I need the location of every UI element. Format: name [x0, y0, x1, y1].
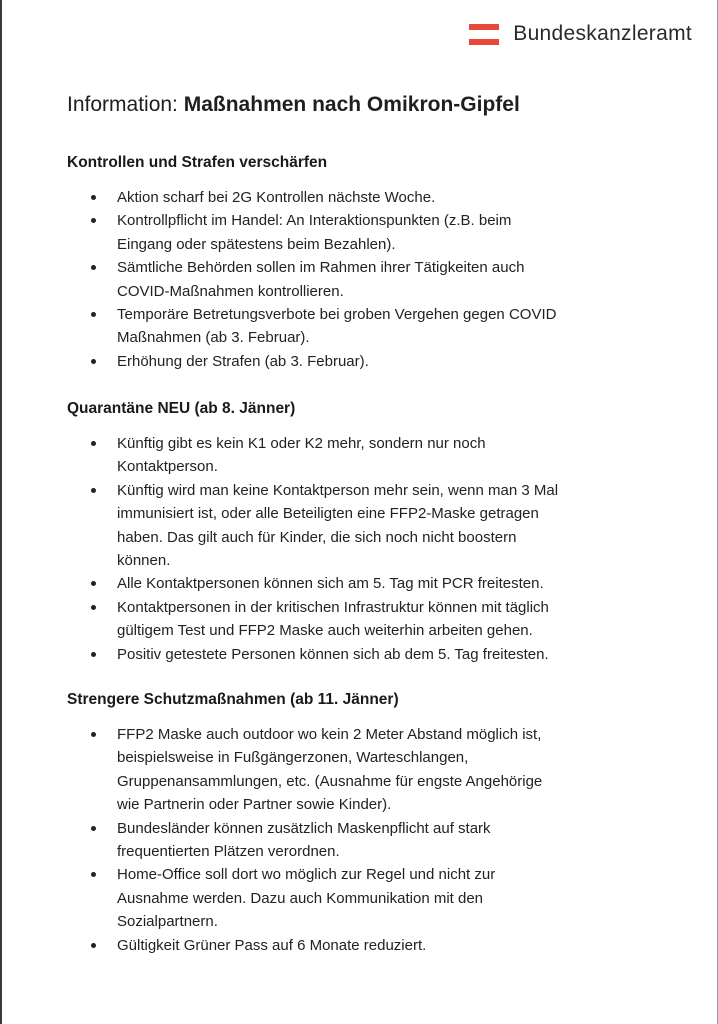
austrian-flag-icon	[469, 24, 499, 45]
bullet-line: Erhöhung der Strafen (ab 3. Februar).	[117, 352, 369, 370]
bullet-line: Home-Office soll dort wo möglich zur Regel und nicht zur	[117, 866, 496, 884]
brand-name: Bundeskanzleramt	[513, 22, 692, 45]
bullet-item	[67, 643, 667, 666]
bullet-line: Aktion scharf bei 2G Kontrollen nächste Woche.	[117, 189, 436, 206]
bullet-line: immunisiert ist, oder alle Beteiligten eine FFP2-Maske getragen	[117, 505, 539, 523]
bullet-line: Alle Kontaktpersonen können sich am 5. Tag mit PCR freitesten.	[117, 575, 544, 593]
bullet-line: COVID-Maßnahmen kontrollieren.	[117, 282, 344, 300]
header	[469, 22, 692, 46]
bullet-line: Ausnahme werden. Dazu auch Kommunikation mit den	[117, 889, 484, 907]
bullet-line: beispielsweise in Fußgängerzonen, Warteschlangen,	[117, 749, 469, 767]
section-heading: Strengere Schutzmaßnahmen (ab 11. Jänner)	[67, 691, 399, 708]
bullet-line: Kontrollpflicht im Handel: An Interaktionspunkten (z.B. beim	[117, 212, 512, 230]
bullet-list	[67, 186, 667, 373]
bullet-line: haben. Das gilt auch für Kinder, die sich noch nicht boostern	[117, 528, 517, 546]
bullet-item	[67, 817, 667, 864]
bullet-item	[67, 256, 667, 303]
bullet-line: Kontaktpersonen in der kritischen Infrastruktur können mit täglich	[117, 598, 549, 616]
section-heading: Kontrollen und Strafen verschärfen	[67, 154, 328, 171]
bullet-line: Gruppenansammlungen, etc. (Ausnahme für engste Angehörige	[117, 772, 543, 790]
bullet-line: Künftig wird man keine Kontaktperson mehr sein, wenn man 3 Mal	[117, 481, 559, 499]
section-kontrollen	[67, 154, 667, 373]
bullet-line: Sozialpartnern.	[117, 913, 218, 931]
bullet-item	[67, 596, 667, 643]
title-bold: Maßnahmen nach Omikron-Gipfel	[183, 93, 520, 116]
bullet-line: Künftig gibt es kein K1 oder K2 mehr, sondern nur noch	[117, 435, 486, 452]
bullet-line: wie Partnerin oder Partner sowie Kinder).	[117, 796, 392, 814]
bullet-item	[67, 863, 667, 933]
bullet-item	[67, 303, 667, 350]
page-title	[67, 93, 520, 117]
bullet-item	[67, 209, 667, 256]
bullet-item	[67, 723, 667, 817]
bullet-line: gültigem Test und FFP2 Maske auch weiterhin arbeiten gehen.	[117, 622, 533, 640]
bullet-line: Sämtliche Behörden sollen im Rahmen ihrer Tätigkeiten auch	[117, 259, 525, 277]
title-prefix: Information:	[67, 93, 184, 116]
section-quarantaene	[67, 400, 667, 666]
bullet-line: Temporäre Betretungsverbote bei groben Vergehen gegen COVID	[117, 306, 557, 324]
bullet-item	[67, 479, 667, 573]
bullet-line: können.	[117, 552, 171, 570]
bullet-line: frequentierten Plätzen verordnen.	[117, 843, 340, 861]
section-heading: Quarantäne NEU (ab 8. Jänner)	[67, 400, 296, 417]
bullet-item	[67, 432, 667, 479]
bullet-line: Positiv getestete Personen können sich ab dem 5. Tag freitesten.	[117, 645, 549, 663]
bullet-item	[67, 350, 667, 373]
bullet-item	[67, 934, 667, 957]
bullet-item	[67, 572, 667, 595]
bullet-line: FFP2 Maske auch outdoor wo kein 2 Meter Abstand möglich ist,	[117, 726, 542, 743]
bullet-line: Maßnahmen (ab 3. Februar).	[117, 329, 310, 347]
bullet-line: Kontaktperson.	[117, 458, 218, 476]
page-edge-left	[0, 0, 2, 1024]
section-schutzmassnahmen	[67, 691, 667, 957]
bullet-list	[67, 432, 667, 666]
bullet-line: Gültigkeit Grüner Pass auf 6 Monate reduziert.	[117, 936, 427, 954]
bullet-line: Eingang oder spätestens beim Bezahlen).	[117, 235, 396, 253]
bullet-line: Bundesländer können zusätzlich Maskenpflicht auf stark	[117, 819, 491, 837]
bullet-list	[67, 723, 667, 957]
bullet-item	[67, 186, 667, 209]
